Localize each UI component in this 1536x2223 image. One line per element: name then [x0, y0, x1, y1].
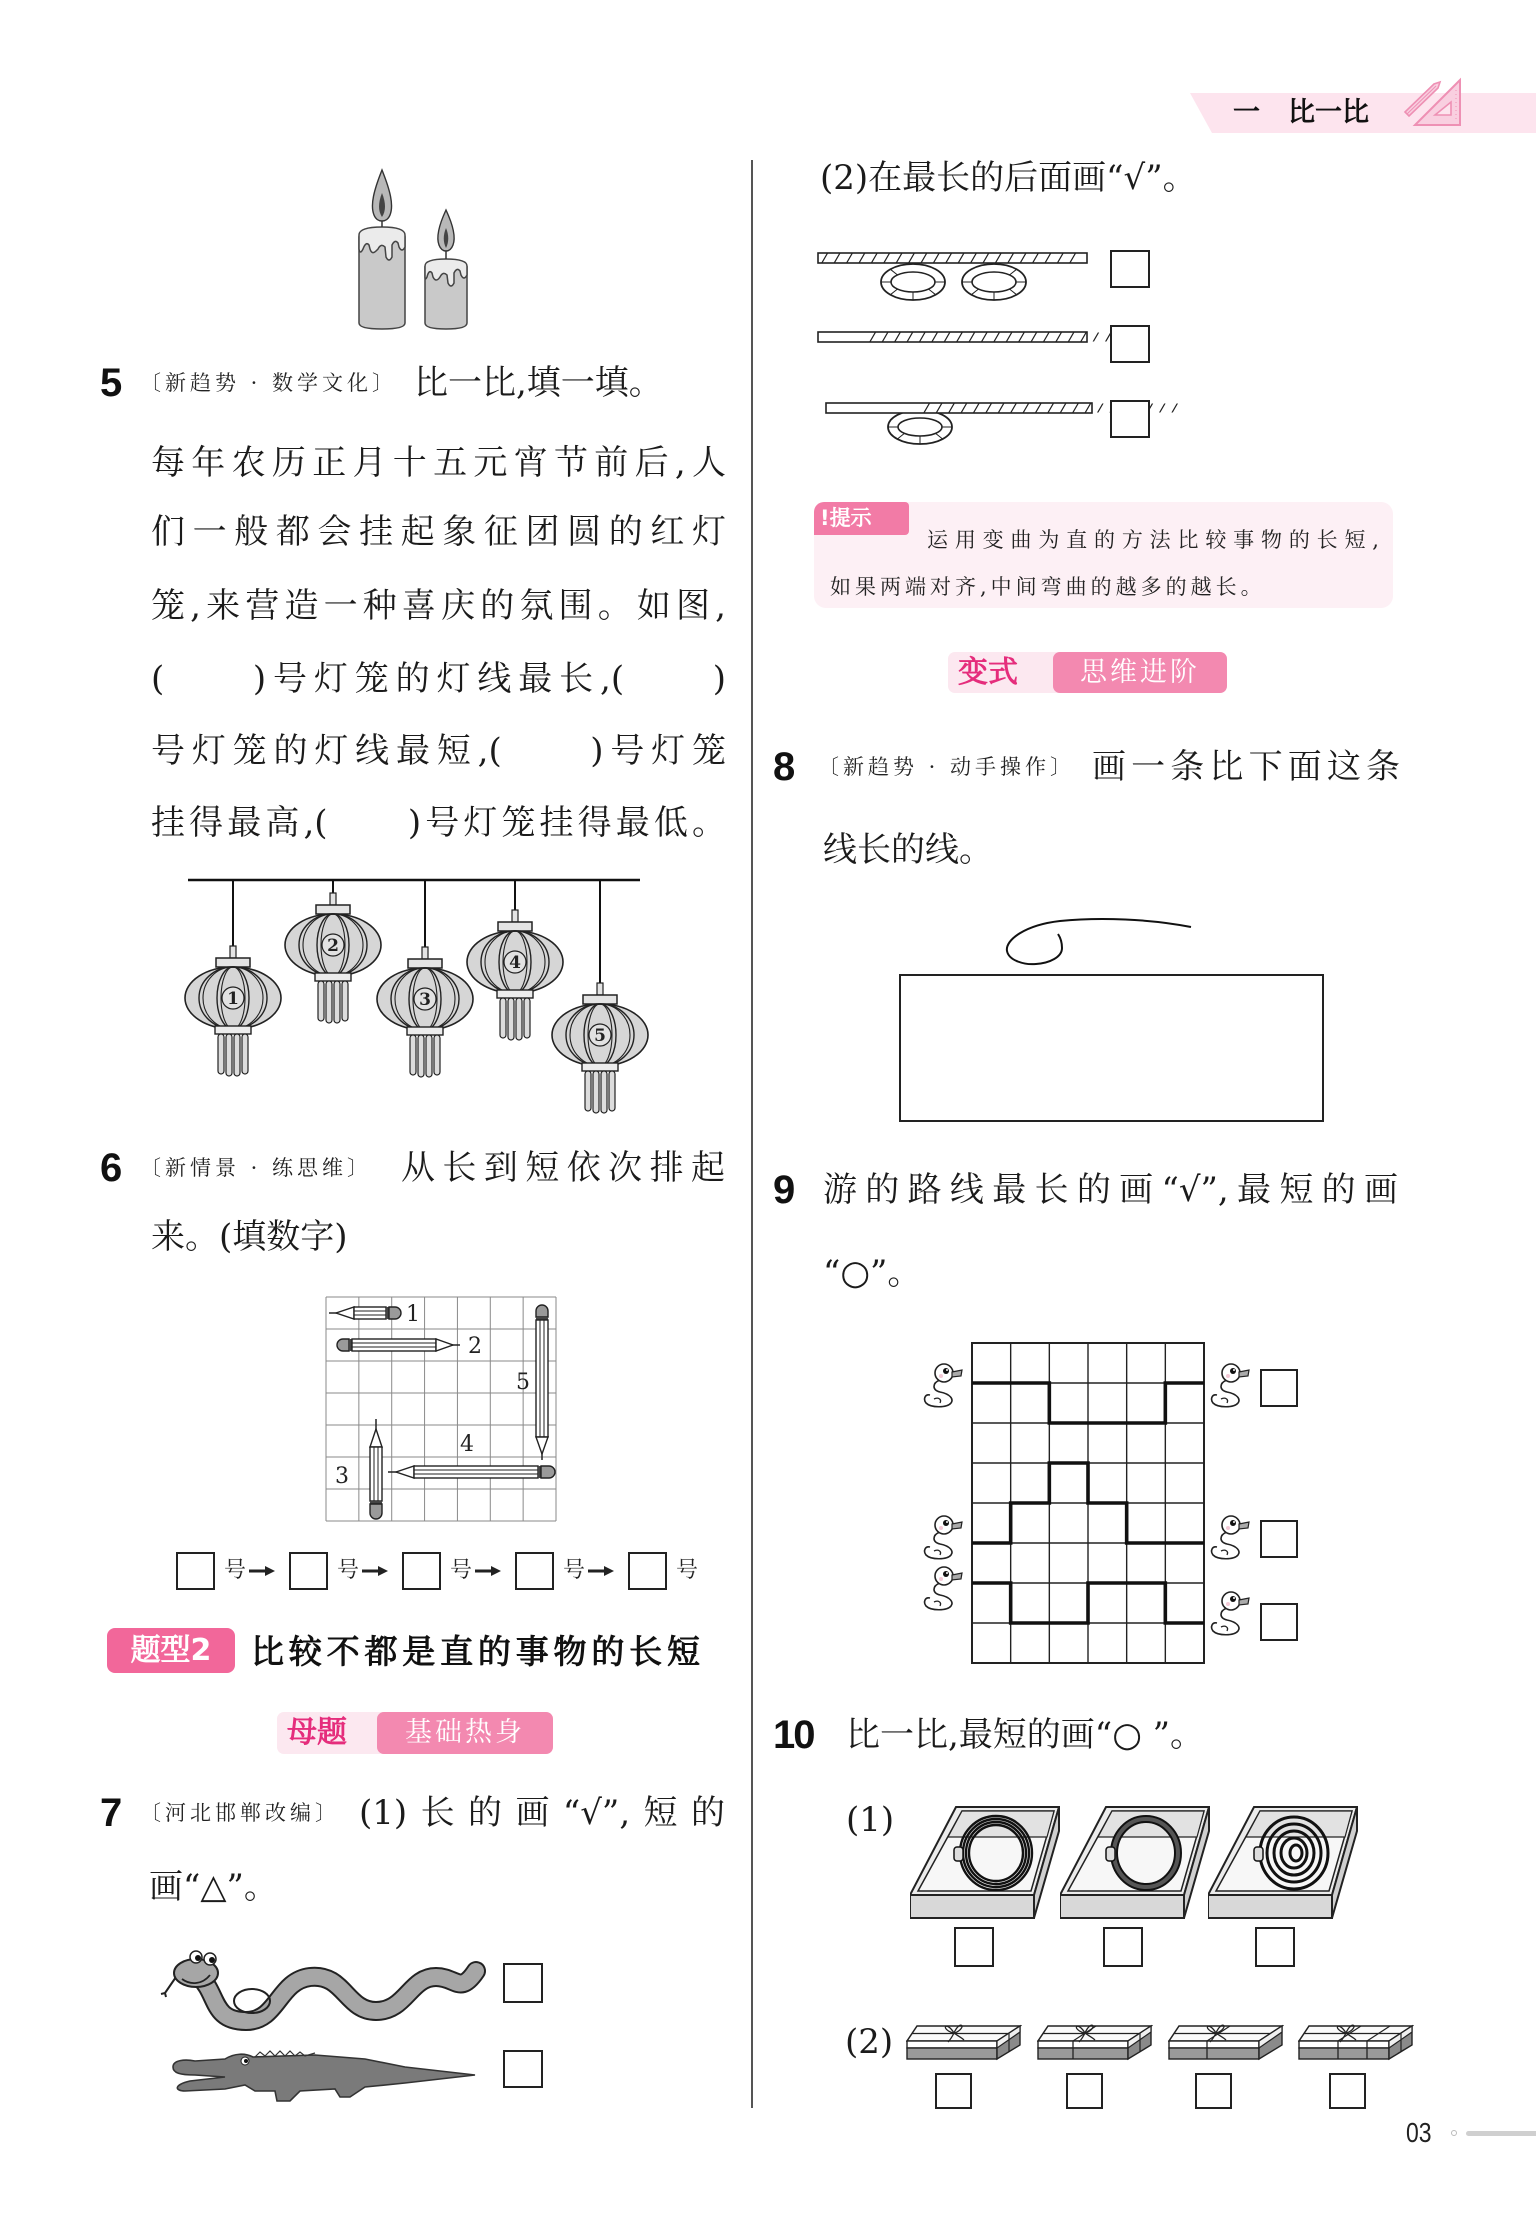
- question-7-part-1-line-2: 画“△”。: [149, 1867, 278, 1907]
- swim-path-3: [972, 1583, 1204, 1623]
- candles-illustration: [348, 165, 478, 335]
- answer-box-order-3[interactable]: [402, 1552, 441, 1590]
- answer-box-tray-3[interactable]: [1255, 1927, 1295, 1967]
- question-8-line-1: 画一条比下面这条: [1092, 747, 1400, 787]
- question-5-line-4-blanks[interactable]: ( )号灯笼的灯线最长,( ): [151, 659, 726, 699]
- hint-text-line-1: 运用变曲为直的方法比较事物的长短,: [927, 528, 1379, 552]
- pencil-4: [388, 1466, 555, 1478]
- question-10-part-1-label: (1): [846, 1800, 895, 1840]
- gift-box-1: [906, 2023, 1022, 2063]
- answer-box-order-2[interactable]: [289, 1552, 328, 1590]
- ruler-pencil-icon: [1400, 76, 1466, 132]
- column-divider: [751, 160, 753, 2108]
- question-5-line-6-blanks[interactable]: 挂得最高,( )号灯笼挂得最低。: [151, 803, 726, 843]
- grid-lines: [326, 1297, 556, 1521]
- page-number-dot: [1451, 2130, 1457, 2136]
- unit-label: 号: [563, 1558, 586, 1583]
- question-5-number: 5: [100, 361, 123, 405]
- duck-icon: [920, 1513, 964, 1561]
- variant-label: 变式: [958, 655, 1018, 690]
- duck-icon: [1207, 1513, 1251, 1561]
- question-10-prompt: 比一比,最短的画“○ ”。: [846, 1715, 1205, 1755]
- pencil-3: [370, 1419, 382, 1519]
- answer-box-path-2[interactable]: [1260, 1520, 1298, 1558]
- question-8-number: 8: [773, 745, 796, 789]
- chapter-number: 一: [1233, 97, 1260, 128]
- ropes-illustration: [810, 245, 1100, 450]
- unit-label: 号: [676, 1558, 699, 1583]
- page-number: 03: [1406, 2117, 1432, 2148]
- hint-text-line-2: 如果两端对齐,中间弯曲的越多的越长。: [830, 575, 1266, 599]
- answer-box-gift-3[interactable]: [1195, 2073, 1232, 2109]
- lantern-1-label: 1: [227, 989, 239, 1009]
- answer-box-rope-3[interactable]: [1110, 400, 1150, 438]
- question-5-line-1: 每年农历正月十五元宵节前后,人: [151, 443, 726, 483]
- section-badge: 题型2: [107, 1628, 235, 1673]
- mother-question-sub: 基础热身: [377, 1712, 553, 1754]
- arrow-right-icon: [588, 1565, 614, 1577]
- belt-tray-1: [910, 1805, 1060, 1920]
- curvy-line-illustration: [1000, 915, 1200, 970]
- pencil-4-label: 4: [460, 1432, 474, 1457]
- lantern-4: [467, 910, 563, 1040]
- question-9-line-1: 游的路线最长的画“√”,最短的画: [823, 1170, 1398, 1210]
- lanterns-illustration: [180, 870, 650, 1120]
- answer-box-gift-4[interactable]: [1329, 2073, 1366, 2109]
- question-9-line-2: “○”。: [823, 1253, 922, 1293]
- drawing-area[interactable]: [899, 974, 1324, 1122]
- question-8-line-2: 线长的线。: [823, 830, 993, 870]
- mother-question-label: 母题: [287, 1715, 347, 1750]
- lantern-5-label: 5: [594, 1026, 606, 1046]
- lantern-2: [285, 893, 381, 1023]
- question-7-part-1-line-1: (1)长的画“√”,短的: [359, 1793, 725, 1833]
- gift-box-4: [1298, 2023, 1414, 2063]
- pencil-2-label: 2: [468, 1334, 482, 1359]
- snake-illustration: [160, 1935, 480, 2035]
- question-10-part-2-label: (2): [845, 2022, 894, 2062]
- rope-2: [818, 332, 1136, 342]
- answer-box-order-1[interactable]: [176, 1552, 215, 1590]
- section-title: 比较不都是直的事物的长短: [251, 1632, 700, 1671]
- answer-box-path-1[interactable]: [1260, 1369, 1298, 1407]
- pencil-5-label: 5: [516, 1370, 530, 1395]
- pencil-1: [329, 1307, 401, 1319]
- tall-candle: [359, 170, 405, 329]
- question-5-line-5-blanks[interactable]: 号灯笼的灯线最短,( )号灯笼: [151, 731, 726, 771]
- question-10-number: 10: [773, 1713, 814, 1757]
- answer-box-rope-2[interactable]: [1110, 325, 1150, 363]
- answer-box-gift-1[interactable]: [935, 2073, 972, 2109]
- unit-label: 号: [450, 1558, 473, 1583]
- answer-box-snake[interactable]: [503, 1963, 543, 2003]
- duck-icon: [920, 1564, 964, 1612]
- variant-sub: 思维进阶: [1053, 652, 1227, 693]
- answer-box-crocodile[interactable]: [503, 2050, 543, 2088]
- chapter-title: 比一比: [1288, 97, 1369, 128]
- question-9-number: 9: [773, 1168, 796, 1212]
- question-5-prompt: 比一比,填一填。: [414, 363, 663, 403]
- pencil-3-label: 3: [335, 1464, 349, 1489]
- answer-box-order-4[interactable]: [515, 1552, 554, 1590]
- gift-box-3: [1168, 2023, 1284, 2063]
- lantern-3-label: 3: [419, 990, 431, 1010]
- lantern-5: [552, 983, 648, 1113]
- question-7-number: 7: [100, 1791, 123, 1835]
- answer-box-order-5[interactable]: [628, 1552, 667, 1590]
- pencil-1-label: 1: [406, 1302, 420, 1327]
- pencil-2: [337, 1339, 460, 1351]
- unit-label: 号: [224, 1558, 247, 1583]
- answer-box-gift-2[interactable]: [1066, 2073, 1103, 2109]
- pencil-grid-illustration: [326, 1297, 557, 1522]
- unit-label: 号: [337, 1558, 360, 1583]
- question-5-tag: 〔新趋势 · 数学文化〕: [140, 371, 398, 395]
- lantern-1: [185, 946, 281, 1076]
- belt-tray-2: [1060, 1805, 1210, 1920]
- question-6-number: 6: [100, 1146, 123, 1190]
- pencil-5: [536, 1305, 548, 1460]
- answer-box-tray-1[interactable]: [954, 1927, 994, 1967]
- lantern-3: [377, 947, 473, 1077]
- arrow-right-icon: [362, 1565, 388, 1577]
- question-6-prompt-line-1: 从长到短依次排起: [401, 1148, 725, 1188]
- answer-box-rope-1[interactable]: [1110, 250, 1150, 288]
- arrow-right-icon: [475, 1565, 501, 1577]
- question-7-tag: 〔河北邯郸改编〕: [140, 1801, 340, 1825]
- rope-1: [818, 253, 1087, 300]
- belt-tray-3: [1208, 1805, 1358, 1920]
- answer-box-tray-2[interactable]: [1103, 1927, 1143, 1967]
- answer-box-path-3[interactable]: [1260, 1603, 1298, 1641]
- page-number-rule: [1466, 2131, 1536, 2136]
- lantern-2-label: 2: [327, 936, 339, 956]
- question-7-part-2: (2)在最长的后面画“√”。: [820, 158, 1197, 198]
- short-candle: [425, 210, 467, 329]
- question-5-line-3: 笼,来营造一种喜庆的氛围。如图,: [151, 586, 726, 626]
- question-5-line-2: 们一般都会挂起象征团圆的红灯: [151, 512, 726, 552]
- duck-icon: [1207, 1589, 1251, 1637]
- question-6-tag: 〔新情景 · 练思维〕: [140, 1156, 373, 1180]
- arrow-right-icon: [249, 1565, 275, 1577]
- duck-icon: [920, 1361, 964, 1409]
- lantern-4-label: 4: [509, 953, 521, 973]
- question-6-prompt-line-2: 来。(填数字): [151, 1217, 348, 1257]
- crocodile-illustration: [165, 2045, 480, 2107]
- duck-icon: [1207, 1361, 1251, 1409]
- gift-box-2: [1037, 2023, 1153, 2063]
- duck-path-grid: [970, 1341, 1206, 1665]
- hint-label: !提示: [814, 502, 909, 535]
- question-8-tag: 〔新趋势 · 动手操作〕: [818, 755, 1076, 779]
